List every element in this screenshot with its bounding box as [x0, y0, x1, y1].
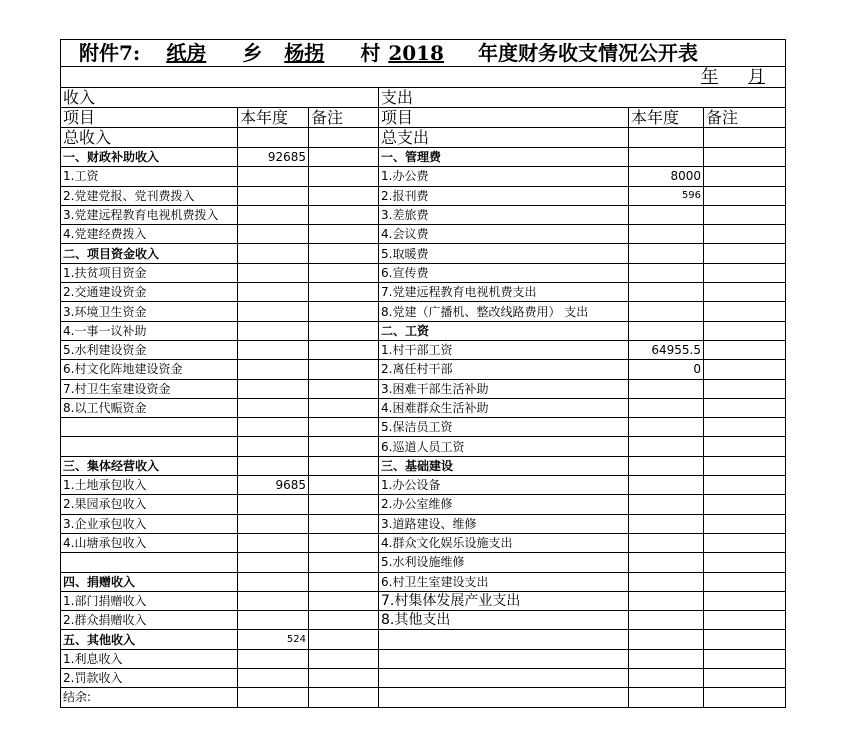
- village-name: 杨拐: [284, 41, 325, 65]
- title-prefix: 附件7:: [79, 41, 141, 65]
- expense-value-cell: [629, 225, 704, 244]
- date-month-label: 月: [748, 67, 766, 87]
- table-row: [61, 572, 786, 591]
- expense-value-cell: [629, 553, 704, 572]
- expense-item-cell: 3.道路建设、维修: [379, 514, 629, 533]
- expense-value-cell: [629, 495, 704, 514]
- expense-remark-cell: [704, 553, 786, 572]
- expense-value-cell: 64955.5: [629, 340, 704, 359]
- income-remark-cell: [309, 360, 379, 379]
- expense-remark-cell: [704, 340, 786, 359]
- income-remark-cell: [309, 495, 379, 514]
- expense-item-cell: 3.困难干部生活补助: [379, 379, 629, 398]
- income-item-cell: 五、其他收入: [61, 630, 238, 649]
- table-row: [61, 398, 786, 417]
- income-item-cell: 1.土地承包收入: [61, 476, 238, 495]
- income-item-cell: 3.党建远程教育电视机费拨入: [61, 205, 238, 224]
- income-value-cell: [238, 167, 309, 186]
- income-item-cell: 一、财政补助收入: [61, 148, 238, 167]
- total-expense-label: 总支出: [379, 128, 629, 148]
- income-item-cell: 2.交通建设资金: [61, 283, 238, 302]
- expense-value-cell: [629, 321, 704, 340]
- expense-item-cell: 4.会议费: [379, 225, 629, 244]
- expense-item-header: 项目: [379, 108, 629, 128]
- table-row: [61, 379, 786, 398]
- income-item-cell: [61, 553, 238, 572]
- expense-section-label: 支出: [379, 88, 786, 108]
- expense-remark-cell: [704, 398, 786, 417]
- income-value-cell: [238, 533, 309, 552]
- table-title: [61, 40, 786, 67]
- income-year-header: 本年度: [238, 108, 309, 128]
- income-value-cell: 524: [238, 630, 309, 649]
- expense-item-cell: 2.报刊费: [379, 186, 629, 205]
- expense-item-cell: 6.巡道人员工资: [379, 437, 629, 456]
- expense-remark-cell: [704, 437, 786, 456]
- income-value-cell: [238, 611, 309, 630]
- expense-value-cell: [629, 244, 704, 263]
- expense-value-cell: [629, 572, 704, 591]
- table-row: [61, 225, 786, 244]
- expense-value-cell: [629, 205, 704, 224]
- income-remark-cell: [309, 456, 379, 475]
- table-row: [61, 437, 786, 456]
- expense-remark-cell: [704, 533, 786, 552]
- income-item-cell: 4.山塘承包收入: [61, 533, 238, 552]
- income-item-cell: 2.党建党报、党刊费拨入: [61, 186, 238, 205]
- expense-value-cell: [629, 283, 704, 302]
- income-remark-cell: [309, 225, 379, 244]
- table-row: [61, 148, 786, 167]
- expense-item-cell: [379, 688, 629, 707]
- income-item-cell: 2.果园承包收入: [61, 495, 238, 514]
- income-value-cell: [238, 186, 309, 205]
- expense-remark-cell: [704, 148, 786, 167]
- income-item-cell: 5.水利建设资金: [61, 340, 238, 359]
- expense-value-cell: [629, 533, 704, 552]
- date-year-label: 年: [701, 67, 719, 87]
- table-row: [61, 186, 786, 205]
- finance-disclosure-sheet: [60, 39, 785, 708]
- expense-remark-cell: [704, 244, 786, 263]
- expense-item-cell: 6.宣传费: [379, 263, 629, 282]
- expense-item-cell: 8.党建（广播机、整改线路费用） 支出: [379, 302, 629, 321]
- income-item-cell: 6.村文化阵地建设资金: [61, 360, 238, 379]
- expense-value-cell: 8000: [629, 167, 704, 186]
- expense-value-cell: [629, 398, 704, 417]
- income-item-cell: 1.扶贫项目资金: [61, 263, 238, 282]
- expense-remark-header: 备注: [704, 108, 786, 128]
- income-value-cell: [238, 244, 309, 263]
- income-value-cell: [238, 591, 309, 610]
- expense-item-cell: 7.党建远程教育电视机费支出: [379, 283, 629, 302]
- income-remark-cell: [309, 688, 379, 707]
- table-row: [61, 321, 786, 340]
- table-row: [61, 669, 786, 688]
- table-row: [61, 611, 786, 630]
- expense-remark-cell: [704, 186, 786, 205]
- table-row: [61, 244, 786, 263]
- table-row: [61, 649, 786, 668]
- income-remark-cell: [309, 321, 379, 340]
- income-item-cell: [61, 418, 238, 437]
- table-row: [61, 591, 786, 610]
- income-value-cell: [238, 688, 309, 707]
- income-value-cell: [238, 456, 309, 475]
- expense-remark-cell: [704, 263, 786, 282]
- income-remark-cell: [309, 283, 379, 302]
- title-year: 2018: [388, 41, 444, 65]
- income-value-cell: [238, 514, 309, 533]
- income-value-cell: [238, 379, 309, 398]
- income-item-cell: 2.群众捐赠收入: [61, 611, 238, 630]
- income-remark-cell: [309, 649, 379, 668]
- income-remark-cell: [309, 379, 379, 398]
- expense-item-cell: 8.其他支出: [379, 611, 629, 630]
- income-item-cell: 二、项目资金收入: [61, 244, 238, 263]
- expense-item-cell: 1.办公费: [379, 167, 629, 186]
- income-value-cell: [238, 437, 309, 456]
- expense-value-cell: [629, 669, 704, 688]
- expense-item-cell: 5.水利设施维修: [379, 553, 629, 572]
- income-item-cell: 3.企业承包收入: [61, 514, 238, 533]
- expense-item-cell: 3.差旅费: [379, 205, 629, 224]
- income-value-cell: [238, 553, 309, 572]
- income-remark-cell: [309, 302, 379, 321]
- expense-remark-cell: [704, 572, 786, 591]
- expense-year-header: 本年度: [629, 108, 704, 128]
- income-item-cell: 2.罚款收入: [61, 669, 238, 688]
- income-value-cell: [238, 649, 309, 668]
- expense-value-cell: [629, 418, 704, 437]
- table-row: [61, 263, 786, 282]
- table-row: [61, 630, 786, 649]
- income-remark-cell: [309, 167, 379, 186]
- expense-value-cell: 0: [629, 360, 704, 379]
- income-value-cell: [238, 418, 309, 437]
- expense-item-cell: 5.取暖费: [379, 244, 629, 263]
- table-row: [61, 302, 786, 321]
- income-remark-cell: [309, 437, 379, 456]
- income-item-cell: 4.一事一议补助: [61, 321, 238, 340]
- table-row: [61, 205, 786, 224]
- expense-value-cell: [629, 630, 704, 649]
- expense-remark-cell: [704, 649, 786, 668]
- income-remark-header: 备注: [309, 108, 379, 128]
- expense-value-cell: [629, 649, 704, 668]
- expense-remark-cell: [704, 379, 786, 398]
- income-remark-cell: [309, 591, 379, 610]
- expense-remark-cell: [704, 456, 786, 475]
- expense-value-cell: [629, 379, 704, 398]
- expense-value-cell: [629, 148, 704, 167]
- income-remark-cell: [309, 263, 379, 282]
- expense-item-cell: 2.离任村干部: [379, 360, 629, 379]
- expense-item-cell: 三、基础建设: [379, 456, 629, 475]
- expense-value-cell: [629, 611, 704, 630]
- income-item-cell: 7.村卫生室建设资金: [61, 379, 238, 398]
- expense-remark-cell: [704, 418, 786, 437]
- expense-remark-cell: [704, 514, 786, 533]
- table-row: [61, 495, 786, 514]
- expense-item-cell: 二、工资: [379, 321, 629, 340]
- title-suffix: 年度财务收支情况公开表: [477, 41, 698, 65]
- income-value-cell: 92685: [238, 148, 309, 167]
- expense-item-cell: 6.村卫生室建设支出: [379, 572, 629, 591]
- expense-item-cell: 5.保洁员工资: [379, 418, 629, 437]
- income-remark-cell: [309, 476, 379, 495]
- expense-remark-cell: [704, 630, 786, 649]
- income-value-cell: [238, 225, 309, 244]
- expense-value-cell: [629, 456, 704, 475]
- title-cun: 村: [360, 41, 381, 65]
- table-row: [61, 283, 786, 302]
- income-value-cell: [238, 340, 309, 359]
- expense-remark-cell: [704, 167, 786, 186]
- table-row: [61, 340, 786, 359]
- income-remark-cell: [309, 205, 379, 224]
- expense-value-cell: [629, 302, 704, 321]
- expense-item-cell: [379, 649, 629, 668]
- income-item-cell: 1.部门捐赠收入: [61, 591, 238, 610]
- income-value-cell: [238, 321, 309, 340]
- total-income-value: [238, 128, 309, 148]
- table-row: [61, 456, 786, 475]
- income-remark-cell: [309, 669, 379, 688]
- income-item-header: 项目: [61, 108, 238, 128]
- income-item-cell: 四、捐赠收入: [61, 572, 238, 591]
- income-remark-cell: [309, 148, 379, 167]
- expense-item-cell: 7.村集体发展产业支出: [379, 591, 629, 610]
- income-item-cell: 1.工资: [61, 167, 238, 186]
- date-line: [61, 67, 786, 88]
- income-value-cell: [238, 398, 309, 417]
- expense-remark-cell: [704, 591, 786, 610]
- expense-remark-cell: [704, 669, 786, 688]
- total-expense-value: [629, 128, 704, 148]
- income-value-cell: [238, 669, 309, 688]
- township-name: 纸房: [166, 41, 207, 65]
- income-remark-cell: [309, 572, 379, 591]
- expense-item-cell: [379, 630, 629, 649]
- table-row: [61, 533, 786, 552]
- expense-remark-cell: [704, 205, 786, 224]
- total-income-remark: [309, 128, 379, 148]
- table-row: [61, 688, 786, 707]
- expense-item-cell: 1.村干部工资: [379, 340, 629, 359]
- table-row: [61, 476, 786, 495]
- income-value-cell: [238, 263, 309, 282]
- expense-value-cell: [629, 476, 704, 495]
- income-remark-cell: [309, 418, 379, 437]
- income-value-cell: [238, 205, 309, 224]
- expense-value-cell: 596: [629, 186, 704, 205]
- expense-remark-cell: [704, 302, 786, 321]
- expense-value-cell: [629, 263, 704, 282]
- income-remark-cell: [309, 553, 379, 572]
- expense-remark-cell: [704, 611, 786, 630]
- income-remark-cell: [309, 514, 379, 533]
- income-remark-cell: [309, 398, 379, 417]
- expense-remark-cell: [704, 283, 786, 302]
- income-value-cell: [238, 283, 309, 302]
- expense-item-cell: [379, 669, 629, 688]
- income-remark-cell: [309, 533, 379, 552]
- table-row: [61, 360, 786, 379]
- table-row: [61, 418, 786, 437]
- table-row: [61, 553, 786, 572]
- income-item-cell: 4.党建经费拨入: [61, 225, 238, 244]
- expense-item-cell: 4.群众文化娱乐设施支出: [379, 533, 629, 552]
- expense-value-cell: [629, 688, 704, 707]
- income-value-cell: [238, 572, 309, 591]
- income-item-cell: [61, 437, 238, 456]
- title-xiang: 乡: [242, 41, 263, 65]
- expense-value-cell: [629, 591, 704, 610]
- expense-remark-cell: [704, 688, 786, 707]
- income-value-cell: [238, 360, 309, 379]
- expense-remark-cell: [704, 225, 786, 244]
- income-remark-cell: [309, 340, 379, 359]
- income-section-label: 收入: [61, 88, 379, 108]
- finance-table: [60, 39, 786, 708]
- total-income-label: 总收入: [61, 128, 238, 148]
- income-item-cell: 3.环境卫生资金: [61, 302, 238, 321]
- total-expense-remark: [704, 128, 786, 148]
- expense-item-cell: 2.办公室维修: [379, 495, 629, 514]
- expense-value-cell: [629, 437, 704, 456]
- income-value-cell: [238, 302, 309, 321]
- income-item-cell: 三、集体经营收入: [61, 456, 238, 475]
- table-row: [61, 167, 786, 186]
- income-value-cell: 9685: [238, 476, 309, 495]
- expense-item-cell: 4.困难群众生活补助: [379, 398, 629, 417]
- expense-remark-cell: [704, 360, 786, 379]
- income-value-cell: [238, 495, 309, 514]
- income-item-cell: 8.以工代赈资金: [61, 398, 238, 417]
- income-remark-cell: [309, 630, 379, 649]
- table-row: [61, 514, 786, 533]
- expense-remark-cell: [704, 476, 786, 495]
- income-remark-cell: [309, 186, 379, 205]
- income-item-cell: 结余:: [61, 688, 238, 707]
- expense-item-cell: 一、管理费: [379, 148, 629, 167]
- income-remark-cell: [309, 611, 379, 630]
- expense-remark-cell: [704, 321, 786, 340]
- expense-item-cell: 1.办公设备: [379, 476, 629, 495]
- expense-value-cell: [629, 514, 704, 533]
- expense-remark-cell: [704, 495, 786, 514]
- income-remark-cell: [309, 244, 379, 263]
- income-item-cell: 1.利息收入: [61, 649, 238, 668]
